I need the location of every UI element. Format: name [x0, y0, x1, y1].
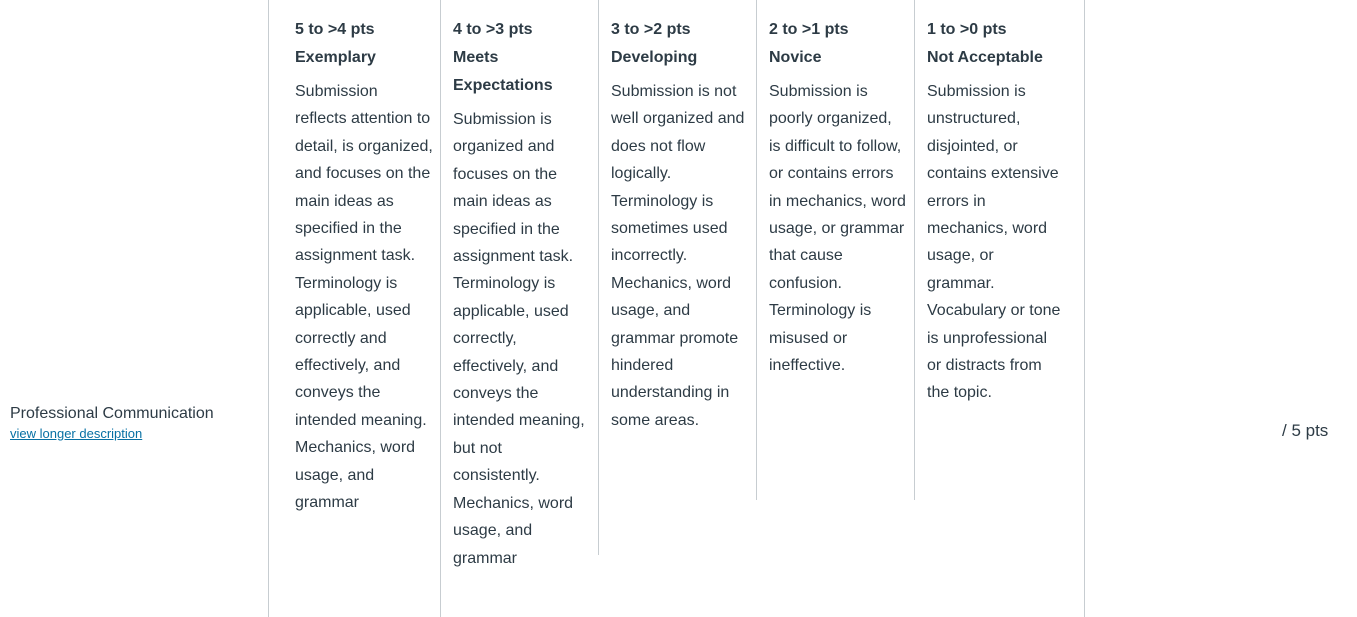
view-longer-description-link[interactable]: view longer description: [10, 426, 143, 441]
rating-meets-expectations: [453, 16, 591, 572]
rating-title: Exemplary: [295, 49, 376, 66]
rating-title: Meets Expectations: [453, 49, 553, 94]
rating-points: 4 to >3 pts: [453, 21, 533, 38]
points-possible: / 5 pts: [1282, 421, 1329, 440]
rating-divider: [440, 0, 441, 617]
rating-description: Submission reflects attention to detail, is organized, and focuses on the main ideas as specified in the assignment task. Terminology is applicable, used correctly and effectively, and conveys the intended meaning. Mechanics, word usage, and grammar: [295, 83, 433, 512]
rating-title: Developing: [611, 49, 698, 66]
rating-points: 2 to >1 pts: [769, 21, 849, 38]
criterion-cell: [10, 403, 260, 443]
rating-title: Not Acceptable: [927, 49, 1043, 66]
rating-novice: [769, 16, 907, 379]
column-divider: [1084, 0, 1085, 617]
rating-description: Submission is organized and focuses on the main ideas as specified in the assignment task. Terminology is applicable, used correctly, effectively, and conveys the intended meaning, but not consistently. Mechanics, word usage, and grammar: [453, 111, 585, 567]
rating-points: 3 to >2 pts: [611, 21, 691, 38]
rating-divider: [914, 0, 915, 500]
rating-description: Submission is poorly organized, is difficult to follow, or contains errors in mechanics, word usage, or grammar that cause confusion. Terminology is misused or ineffective.: [769, 83, 906, 375]
rating-developing: [611, 16, 749, 434]
rating-exemplary: [295, 16, 433, 517]
rating-points: 5 to >4 pts: [295, 21, 375, 38]
rating-description: Submission is unstructured, disjointed, or contains extensive errors in mechanics, word usage, or grammar. Vocabulary or tone is unprofessional or distracts from the topic.: [927, 83, 1061, 402]
rating-title: Novice: [769, 49, 822, 66]
column-divider: [268, 0, 269, 617]
rating-not-acceptable: [927, 16, 1061, 407]
rating-divider: [598, 0, 599, 555]
criterion-title: Professional Communication: [10, 405, 214, 422]
rating-description: Submission is not well organized and does not flow logically. Terminology is sometimes used incorrectly. Mechanics, word usage, and grammar promote hindered understanding in some areas.: [611, 83, 745, 429]
rating-points: 1 to >0 pts: [927, 21, 1007, 38]
rating-divider: [756, 0, 757, 500]
